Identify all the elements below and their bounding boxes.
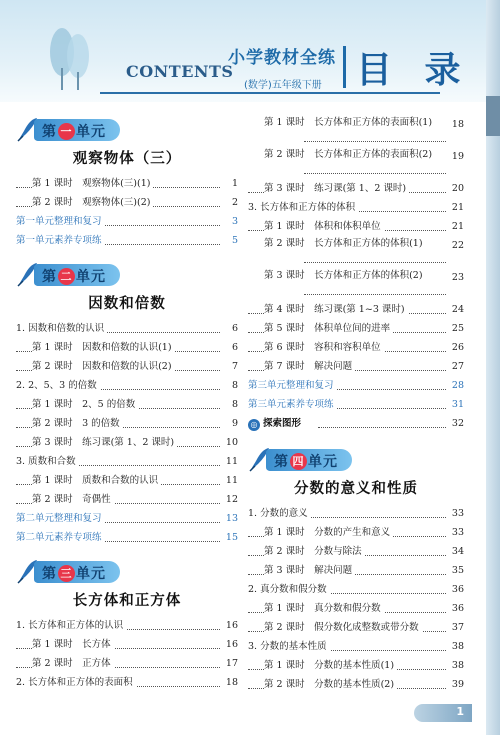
toc-entry-page: 39 (449, 675, 464, 694)
toc-entry-page: 16 (223, 616, 238, 635)
toc-entry-title: 第 7 课时 解决问题 (264, 361, 355, 372)
toc-entry-page: 6 (229, 338, 238, 357)
toc-entry[interactable] (16, 433, 238, 452)
unit-number-badge: 三 (58, 565, 75, 582)
toc-entry-title: 第 2 课时 3 的倍数 (32, 418, 123, 429)
toc-entry[interactable] (16, 231, 238, 250)
toc-entry-page: 15 (223, 528, 238, 547)
toc-entry-title: 1. 分数的意义 (248, 508, 311, 519)
toc-entry-title: 第 1 课时 因数和倍数的认识(1) (32, 342, 175, 353)
unit-banner (248, 445, 464, 473)
toc-entry-title: 2. 真分数和假分数 (248, 584, 330, 595)
toc-entry-page: 13 (223, 509, 238, 528)
toc-entry[interactable] (248, 236, 464, 268)
toc-left-column (16, 115, 238, 692)
toc-entry-page: 32 (449, 414, 464, 433)
toc-entry-page: 8 (229, 376, 238, 395)
toc-entry-title: 第 2 课时 因数和倍数的认识(2) (32, 361, 175, 372)
toc-entry-title: 第 5 课时 体积单位间的进率 (264, 323, 393, 334)
toc-entry-page: 7 (229, 357, 238, 376)
toc-entry[interactable] (16, 338, 238, 357)
tree-illustration-icon (40, 22, 100, 92)
toc-entry[interactable] (248, 656, 464, 675)
header-rule (100, 92, 440, 94)
toc-entry-title: 第 1 课时 观察物体(三)(1) (32, 178, 153, 189)
toc-entry[interactable] (248, 300, 464, 319)
toc-entry-page: 35 (449, 561, 464, 580)
toc-entry-page: 33 (449, 504, 464, 523)
toc-entry[interactable] (248, 618, 464, 637)
toc-entry-title: 第 2 课时 观察物体(三)(2) (32, 197, 153, 208)
toc-entry-title: 第二单元素养专项练 (16, 532, 105, 543)
toc-entry[interactable] (16, 174, 238, 193)
page-number: 1 (456, 705, 464, 718)
unit-title: 因数和倍数 (88, 296, 166, 312)
toc-entry-page: 8 (229, 395, 238, 414)
toc-entry[interactable] (16, 357, 238, 376)
unit-banner (16, 260, 238, 288)
toc-entry-title: 第 2 课时 长方体和正方体的体积(1) (264, 236, 464, 252)
toc-entry-page: 25 (449, 319, 464, 338)
toc-entry-title: 第 6 课时 容积和容积单位 (264, 342, 384, 353)
toc-entry-title: 第 1 课时 2、5 的倍数 (32, 399, 138, 410)
toc-entry-title: 探索图形 (263, 418, 304, 429)
toc-entry-title: 第 1 课时 质数和合数的认识 (32, 475, 161, 486)
toc-entry-page: 26 (449, 338, 464, 357)
toc-entry-title: 第 4 课时 练习课(第 1~3 课时) (264, 304, 408, 315)
toc-entry[interactable] (248, 268, 464, 300)
toc-entry-title: 2. 2、5、3 的倍数 (16, 380, 100, 391)
page-title: 目 录 (356, 50, 471, 91)
toc-entry[interactable] (16, 212, 238, 231)
unit-title: 长方体和正方体 (72, 593, 182, 609)
toc-entry-page: 6 (229, 319, 238, 338)
toc-right-column (248, 115, 464, 694)
toc-entry-page: 34 (449, 542, 464, 561)
toc-entry-page: 21 (449, 217, 464, 236)
toc-entry[interactable] (16, 193, 238, 212)
toc-entry[interactable] (248, 637, 464, 656)
toc-entry[interactable] (16, 319, 238, 338)
toc-entry[interactable] (16, 654, 238, 673)
unit-number-badge: 二 (58, 268, 75, 285)
toc-entry-page: 12 (223, 490, 238, 509)
toc-entry-title: 第三单元整理和复习 (248, 380, 337, 391)
toc-entry-title: 第 1 课时 体积和体积单位 (264, 221, 384, 232)
toc-entry-page: 9 (229, 414, 238, 433)
dot-leader (304, 173, 446, 174)
toc-entry[interactable] (248, 580, 464, 599)
toc-entry-title: 2. 长方体和正方体的表面积 (16, 677, 136, 688)
toc-entry-title: 第 3 课时 练习课(第 1、2 课时) (32, 437, 177, 448)
toc-entry[interactable] (16, 490, 238, 509)
toc-entry-page: 22 (449, 236, 464, 255)
contents-label: CONTENTS (126, 62, 234, 81)
toc-entry[interactable] (248, 115, 464, 147)
unit-number-badge: 四 (290, 453, 307, 470)
toc-entry-page: 19 (449, 147, 464, 166)
toc-entry-title: 第 2 课时 分数的基本性质(2) (264, 679, 397, 690)
header-divider (343, 46, 346, 88)
edge-tab-stripe (486, 0, 500, 735)
toc-entry-title: 1. 因数和倍数的认识 (16, 323, 107, 334)
toc-entry[interactable] (248, 395, 464, 414)
toc-entry-explore[interactable] (248, 414, 464, 433)
toc-entry-page: 23 (449, 268, 464, 287)
toc-entry-title: 第 2 课时 长方体和正方体的表面积(2) (264, 147, 464, 163)
unit-title: 分数的意义和性质 (294, 481, 418, 497)
toc-entry[interactable] (16, 471, 238, 490)
toc-entry-title: 第 2 课时 假分数化成整数或带分数 (264, 622, 422, 633)
toc-entry-title: 第 1 课时 长方体和正方体的表面积(1) (264, 115, 464, 131)
toc-entry-page: 36 (449, 580, 464, 599)
toc-entry-page: 38 (449, 656, 464, 675)
toc-entry-page: 10 (223, 433, 238, 452)
unit-banner-text: 第 一 单元 (42, 124, 106, 140)
unit-number-badge: 一 (58, 123, 75, 140)
toc-entry[interactable] (248, 319, 464, 338)
toc-entry-page: 16 (223, 635, 238, 654)
toc-entry-title: 第 3 课时 练习课(第 1、2 课时) (264, 183, 409, 194)
toc-entry-page: 33 (449, 523, 464, 542)
toc-entry-page: 18 (223, 673, 238, 692)
toc-entry-page: 27 (449, 357, 464, 376)
toc-entry-page: 5 (229, 231, 238, 250)
toc-entry-page: 11 (223, 471, 238, 490)
toc-entry-page: 18 (449, 115, 464, 134)
toc-entry[interactable] (248, 147, 464, 179)
toc-entry-page: 17 (223, 654, 238, 673)
toc-entry[interactable] (16, 376, 238, 395)
unit-banner (16, 557, 238, 585)
toc-entry-page: 11 (223, 452, 238, 471)
toc-entry-title: 第 2 课时 奇偶性 (32, 494, 114, 505)
edge-tab-mark (486, 96, 500, 136)
toc-entry[interactable] (16, 635, 238, 654)
toc-entry-title: 第二单元整理和复习 (16, 513, 105, 524)
toc-entry[interactable] (16, 452, 238, 471)
toc-entry-page: 3 (229, 212, 238, 231)
toc-entry-page: 2 (229, 193, 238, 212)
toc-entry-title: 第 1 课时 分数的基本性质(1) (264, 660, 397, 671)
series-title: 小学教材全练 (228, 48, 336, 68)
toc-entry[interactable] (248, 542, 464, 561)
toc-entry[interactable] (248, 675, 464, 694)
toc-entry[interactable] (248, 561, 464, 580)
toc-entry-page: 37 (449, 618, 464, 637)
toc-entry[interactable] (248, 523, 464, 542)
toc-entry[interactable] (16, 528, 238, 547)
toc-entry-title: 1. 长方体和正方体的认识 (16, 620, 126, 631)
toc-entry[interactable] (248, 504, 464, 523)
toc-entry-title: 第 2 课时 正方体 (32, 658, 114, 669)
explore-icon: ◎ (248, 419, 260, 431)
unit-banner-text: 第 二 单元 (42, 269, 106, 285)
toc-entry[interactable] (16, 414, 238, 433)
toc-entry[interactable] (16, 509, 238, 528)
toc-entry-page: 36 (449, 599, 464, 618)
toc-entry-page: 31 (449, 395, 464, 414)
dot-leader (304, 262, 446, 263)
toc-entry[interactable] (248, 338, 464, 357)
toc-entry-title: 第 3 课时 长方体和正方体的体积(2) (264, 268, 464, 284)
toc-entry[interactable] (248, 599, 464, 618)
unit-banner-text: 第 四 单元 (274, 454, 338, 470)
toc-entry-page: 21 (449, 198, 464, 217)
grade-subtitle: (数学)五年级下册 (244, 80, 322, 91)
toc-entry[interactable] (16, 395, 238, 414)
toc-entry-title: 第三单元素养专项练 (248, 399, 337, 410)
toc-entry-title: 第一单元整理和复习 (16, 216, 105, 227)
toc-entry[interactable] (248, 179, 464, 198)
toc-entry-page: 38 (449, 637, 464, 656)
toc-entry-page: 20 (449, 179, 464, 198)
toc-entry-page: 1 (229, 174, 238, 193)
toc-entry[interactable] (248, 357, 464, 376)
toc-entry[interactable] (248, 217, 464, 236)
toc-entry-title: 3. 分数的基本性质 (248, 641, 330, 652)
toc-entry-title: 第 2 课时 分数与除法 (264, 546, 365, 557)
toc-entry-title: 3. 质数和合数 (16, 456, 79, 467)
toc-entry[interactable] (16, 616, 238, 635)
dot-leader (304, 141, 446, 142)
header-band (0, 0, 500, 102)
toc-entry[interactable] (248, 376, 464, 395)
unit-title: 观察物体（三） (72, 151, 182, 167)
toc-entry-title: 3. 长方体和正方体的体积 (248, 202, 358, 213)
unit-banner (16, 115, 238, 143)
toc-entry-page: 24 (449, 300, 464, 319)
toc-entry-title: 第一单元素养专项练 (16, 235, 105, 246)
toc-entry[interactable] (16, 673, 238, 692)
toc-entry-title: 第 3 课时 解决问题 (264, 565, 355, 576)
page-number-badge (414, 704, 472, 722)
toc-entry-title: 第 1 课时 长方体 (32, 639, 114, 650)
toc-entry-page: 28 (449, 376, 464, 395)
toc-entry-title: 第 1 课时 真分数和假分数 (264, 603, 384, 614)
toc-entry-title: 第 1 课时 分数的产生和意义 (264, 527, 393, 538)
unit-banner-text: 第 三 单元 (42, 566, 106, 582)
dot-leader (304, 294, 446, 295)
dot-leader (318, 427, 446, 428)
toc-entry[interactable] (248, 198, 464, 217)
